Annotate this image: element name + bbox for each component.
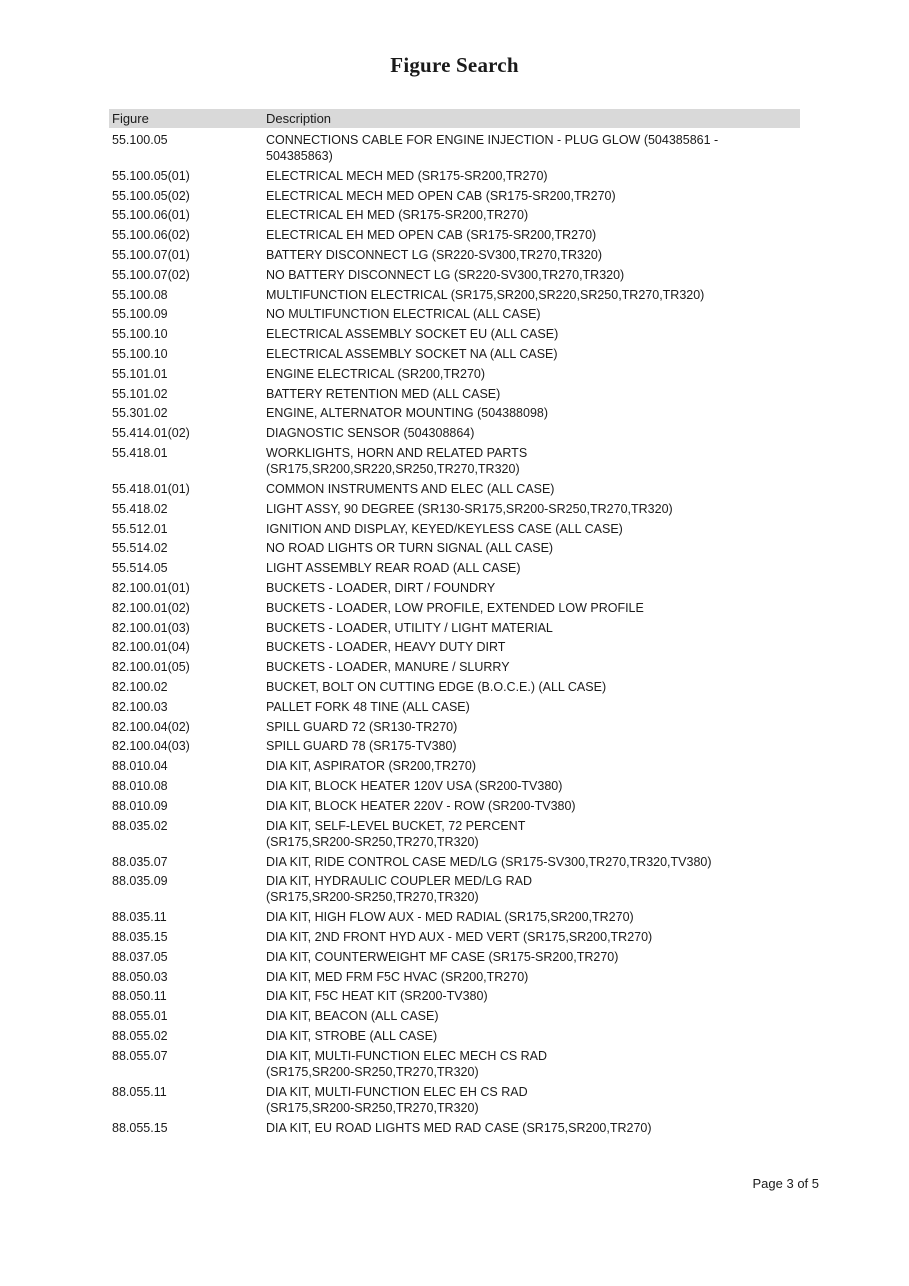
table-row	[109, 818, 800, 850]
figure-cell: 55.100.05(02)	[112, 188, 190, 203]
figure-cell: 55.100.05(01)	[112, 168, 190, 183]
table-row	[109, 481, 800, 497]
figure-cell: 55.100.08	[112, 287, 168, 302]
figure-cell: 55.101.01	[112, 366, 168, 381]
figure-cell: 88.010.08	[112, 778, 168, 793]
description-cell: DIA KIT, MULTI-FUNCTION ELEC EH CS RAD (SR175,SR200-SR250,TR270,TR320)	[266, 1084, 528, 1115]
table-row	[109, 854, 800, 870]
page-number: Page 3 of 5	[752, 1176, 819, 1191]
table-row	[109, 873, 800, 905]
description-cell: BUCKETS - LOADER, DIRT / FOUNDRY	[266, 580, 496, 595]
figure-table	[109, 109, 800, 1136]
figure-cell: 88.055.01	[112, 1009, 168, 1024]
figure-cell: 55.418.01	[112, 445, 168, 460]
description-cell: ELECTRICAL EH MED (SR175-SR200,TR270)	[266, 208, 529, 223]
figure-cell: 88.035.09	[112, 874, 168, 889]
table-row	[109, 306, 800, 322]
description-cell: ELECTRICAL ASSEMBLY SOCKET EU (ALL CASE)	[266, 327, 559, 342]
figure-cell: 88.055.15	[112, 1120, 168, 1135]
description-cell: DIA KIT, BEACON (ALL CASE)	[266, 1009, 439, 1024]
description-cell: BUCKETS - LOADER, MANURE / SLURRY	[266, 660, 510, 675]
page-title: Figure Search	[390, 53, 519, 77]
figure-cell: 55.100.06(01)	[112, 208, 190, 223]
table-row	[109, 1084, 800, 1116]
description-cell: PALLET FORK 48 TINE (ALL CASE)	[266, 699, 470, 714]
figure-cell: 55.101.02	[112, 386, 168, 401]
figure-cell: 88.010.09	[112, 798, 168, 813]
figure-cell: 55.414.01(02)	[112, 426, 190, 441]
figure-cell: 88.035.02	[112, 818, 168, 833]
figure-cell: 88.050.03	[112, 969, 168, 984]
description-cell: SPILL GUARD 78 (SR175-TV380)	[266, 739, 457, 754]
description-cell: DIA KIT, HIGH FLOW AUX - MED RADIAL (SR175,SR200,TR270)	[266, 910, 634, 925]
figure-cell: 55.100.10	[112, 346, 168, 361]
table-row	[109, 168, 800, 184]
table-row	[109, 620, 800, 636]
table-row	[109, 909, 800, 925]
description-cell: NO ROAD LIGHTS OR TURN SIGNAL (ALL CASE)	[266, 541, 554, 556]
table-row	[109, 679, 800, 695]
table-row	[109, 188, 800, 204]
table-row	[109, 540, 800, 556]
figure-cell: 82.100.03	[112, 699, 168, 714]
figure-cell: 55.100.06(02)	[112, 228, 190, 243]
table-row	[109, 1048, 800, 1080]
description-cell: DIA KIT, ASPIRATOR (SR200,TR270)	[266, 759, 477, 774]
description-cell: DIA KIT, HYDRAULIC COUPLER MED/LG RAD (SR175,SR200-SR250,TR270,TR320)	[266, 874, 533, 905]
figure-cell: 88.035.07	[112, 854, 168, 869]
table-body	[109, 132, 800, 1136]
table-row	[109, 929, 800, 945]
figure-cell: 88.035.11	[112, 910, 167, 925]
figure-cell: 55.100.09	[112, 307, 168, 322]
figure-cell: 82.100.01(05)	[112, 660, 190, 675]
table-row	[109, 445, 800, 477]
description-cell: DIA KIT, STROBE (ALL CASE)	[266, 1029, 438, 1044]
table-row	[109, 600, 800, 616]
description-cell: ELECTRICAL MECH MED OPEN CAB (SR175-SR200,TR270)	[266, 188, 616, 203]
figure-cell: 55.100.07(02)	[112, 267, 190, 282]
figure-cell: 55.100.05	[112, 132, 168, 147]
description-cell: ENGINE, ALTERNATOR MOUNTING (504388098)	[266, 406, 549, 421]
table-row	[109, 346, 800, 362]
description-cell: DIA KIT, COUNTERWEIGHT MF CASE (SR175-SR200,TR270)	[266, 949, 619, 964]
table-row	[109, 560, 800, 576]
figure-cell: 82.100.01(01)	[112, 580, 190, 595]
description-cell: DIA KIT, MULTI-FUNCTION ELEC MECH CS RAD (SR175,SR200-SR250,TR270,TR320)	[266, 1048, 548, 1079]
table-row	[109, 758, 800, 774]
table-row	[109, 326, 800, 342]
table-row	[109, 719, 800, 735]
table-row	[109, 659, 800, 675]
figure-cell: 55.301.02	[112, 406, 168, 421]
figure-cell: 55.514.02	[112, 541, 168, 556]
table-row	[109, 247, 800, 263]
figure-cell: 82.100.01(03)	[112, 620, 190, 635]
table-row	[109, 699, 800, 715]
description-cell: COMMON INSTRUMENTS AND ELEC (ALL CASE)	[266, 481, 555, 496]
figure-cell: 82.100.04(03)	[112, 739, 190, 754]
description-cell: ENGINE ELECTRICAL (SR200,TR270)	[266, 366, 486, 381]
figure-cell: 55.418.02	[112, 501, 168, 516]
table-row	[109, 207, 800, 223]
description-cell: CONNECTIONS CABLE FOR ENGINE INJECTION - PLUG GLOW (504385861 - 504385863)	[266, 132, 719, 163]
description-cell: BUCKETS - LOADER, LOW PROFILE, EXTENDED LOW PROFILE	[266, 600, 644, 615]
figure-cell: 82.100.02	[112, 679, 168, 694]
table-row	[109, 798, 800, 814]
description-cell: DIA KIT, RIDE CONTROL CASE MED/LG (SR175-SV300,TR270,TR320,TV380)	[266, 854, 712, 869]
table-row	[109, 639, 800, 655]
figure-cell: 55.512.01	[112, 521, 168, 536]
table-row	[109, 425, 800, 441]
figure-cell: 82.100.01(02)	[112, 600, 190, 615]
table-row	[109, 501, 800, 517]
table-row	[109, 969, 800, 985]
description-cell: DIA KIT, BLOCK HEATER 120V USA (SR200-TV380)	[266, 778, 563, 793]
table-row	[109, 227, 800, 243]
description-cell: ELECTRICAL MECH MED (SR175-SR200,TR270)	[266, 168, 548, 183]
description-cell: BATTERY DISCONNECT LG (SR220-SV300,TR270,TR320)	[266, 247, 602, 262]
table-row	[109, 988, 800, 1004]
figure-cell: 88.010.04	[112, 759, 168, 774]
table-row	[109, 1120, 800, 1136]
column-header-description: Description	[266, 111, 332, 126]
description-cell: NO BATTERY DISCONNECT LG (SR220-SV300,TR270,TR320)	[266, 267, 625, 282]
figure-cell: 82.100.01(04)	[112, 640, 190, 655]
description-cell: ELECTRICAL ASSEMBLY SOCKET NA (ALL CASE)	[266, 346, 558, 361]
description-cell: DIA KIT, SELF-LEVEL BUCKET, 72 PERCENT (SR175,SR200-SR250,TR270,TR320)	[266, 818, 526, 849]
figure-cell: 88.055.02	[112, 1029, 168, 1044]
figure-cell: 88.037.05	[112, 949, 168, 964]
description-cell: DIA KIT, EU ROAD LIGHTS MED RAD CASE (SR175,SR200,TR270)	[266, 1120, 652, 1135]
figure-cell: 82.100.04(02)	[112, 719, 190, 734]
description-cell: BUCKETS - LOADER, HEAVY DUTY DIRT	[266, 640, 506, 655]
figure-cell: 88.055.11	[112, 1084, 167, 1099]
table-row	[109, 366, 800, 382]
description-cell: WORKLIGHTS, HORN AND RELATED PARTS (SR175,SR200,SR220,SR250,TR270,TR320)	[266, 445, 528, 476]
table-row	[109, 267, 800, 283]
figure-cell: 55.418.01(01)	[112, 481, 190, 496]
description-cell: DIA KIT, F5C HEAT KIT (SR200-TV380)	[266, 989, 488, 1004]
description-cell: NO MULTIFUNCTION ELECTRICAL (ALL CASE)	[266, 307, 541, 322]
table-row	[109, 287, 800, 303]
table-row	[109, 132, 800, 164]
description-cell: BATTERY RETENTION MED (ALL CASE)	[266, 386, 501, 401]
table-row	[109, 778, 800, 794]
table-row	[109, 580, 800, 596]
column-header-figure: Figure	[112, 111, 149, 126]
table-row	[109, 738, 800, 754]
description-cell: DIA KIT, BLOCK HEATER 220V - ROW (SR200-TV380)	[266, 798, 576, 813]
figure-cell: 88.050.11	[112, 989, 167, 1004]
table-header	[109, 109, 800, 128]
table-row	[109, 386, 800, 402]
description-cell: LIGHT ASSEMBLY REAR ROAD (ALL CASE)	[266, 561, 521, 576]
description-cell: DIAGNOSTIC SENSOR (504308864)	[266, 426, 475, 441]
description-cell: DIA KIT, 2ND FRONT HYD AUX - MED VERT (SR175,SR200,TR270)	[266, 930, 653, 945]
figure-cell: 55.514.05	[112, 561, 168, 576]
description-cell: ELECTRICAL EH MED OPEN CAB (SR175-SR200,TR270)	[266, 228, 597, 243]
figure-cell: 88.035.15	[112, 930, 168, 945]
description-cell: IGNITION AND DISPLAY, KEYED/KEYLESS CASE (ALL CASE)	[266, 521, 623, 536]
table-row	[109, 1008, 800, 1024]
description-cell: BUCKET, BOLT ON CUTTING EDGE (B.O.C.E.) (ALL CASE)	[266, 679, 607, 694]
description-cell: MULTIFUNCTION ELECTRICAL (SR175,SR200,SR220,SR250,TR270,TR320)	[266, 287, 705, 302]
description-cell: DIA KIT, MED FRM F5C HVAC (SR200,TR270)	[266, 969, 529, 984]
figure-cell: 88.055.07	[112, 1048, 168, 1063]
description-cell: BUCKETS - LOADER, UTILITY / LIGHT MATERIAL	[266, 620, 553, 635]
table-row	[109, 405, 800, 421]
figure-cell: 55.100.10	[112, 327, 168, 342]
table-row	[109, 521, 800, 537]
description-cell: SPILL GUARD 72 (SR130-TR270)	[266, 719, 458, 734]
description-cell: LIGHT ASSY, 90 DEGREE (SR130-SR175,SR200-SR250,TR270,TR320)	[266, 501, 673, 516]
table-row	[109, 949, 800, 965]
figure-cell: 55.100.07(01)	[112, 247, 190, 262]
table-row	[109, 1028, 800, 1044]
